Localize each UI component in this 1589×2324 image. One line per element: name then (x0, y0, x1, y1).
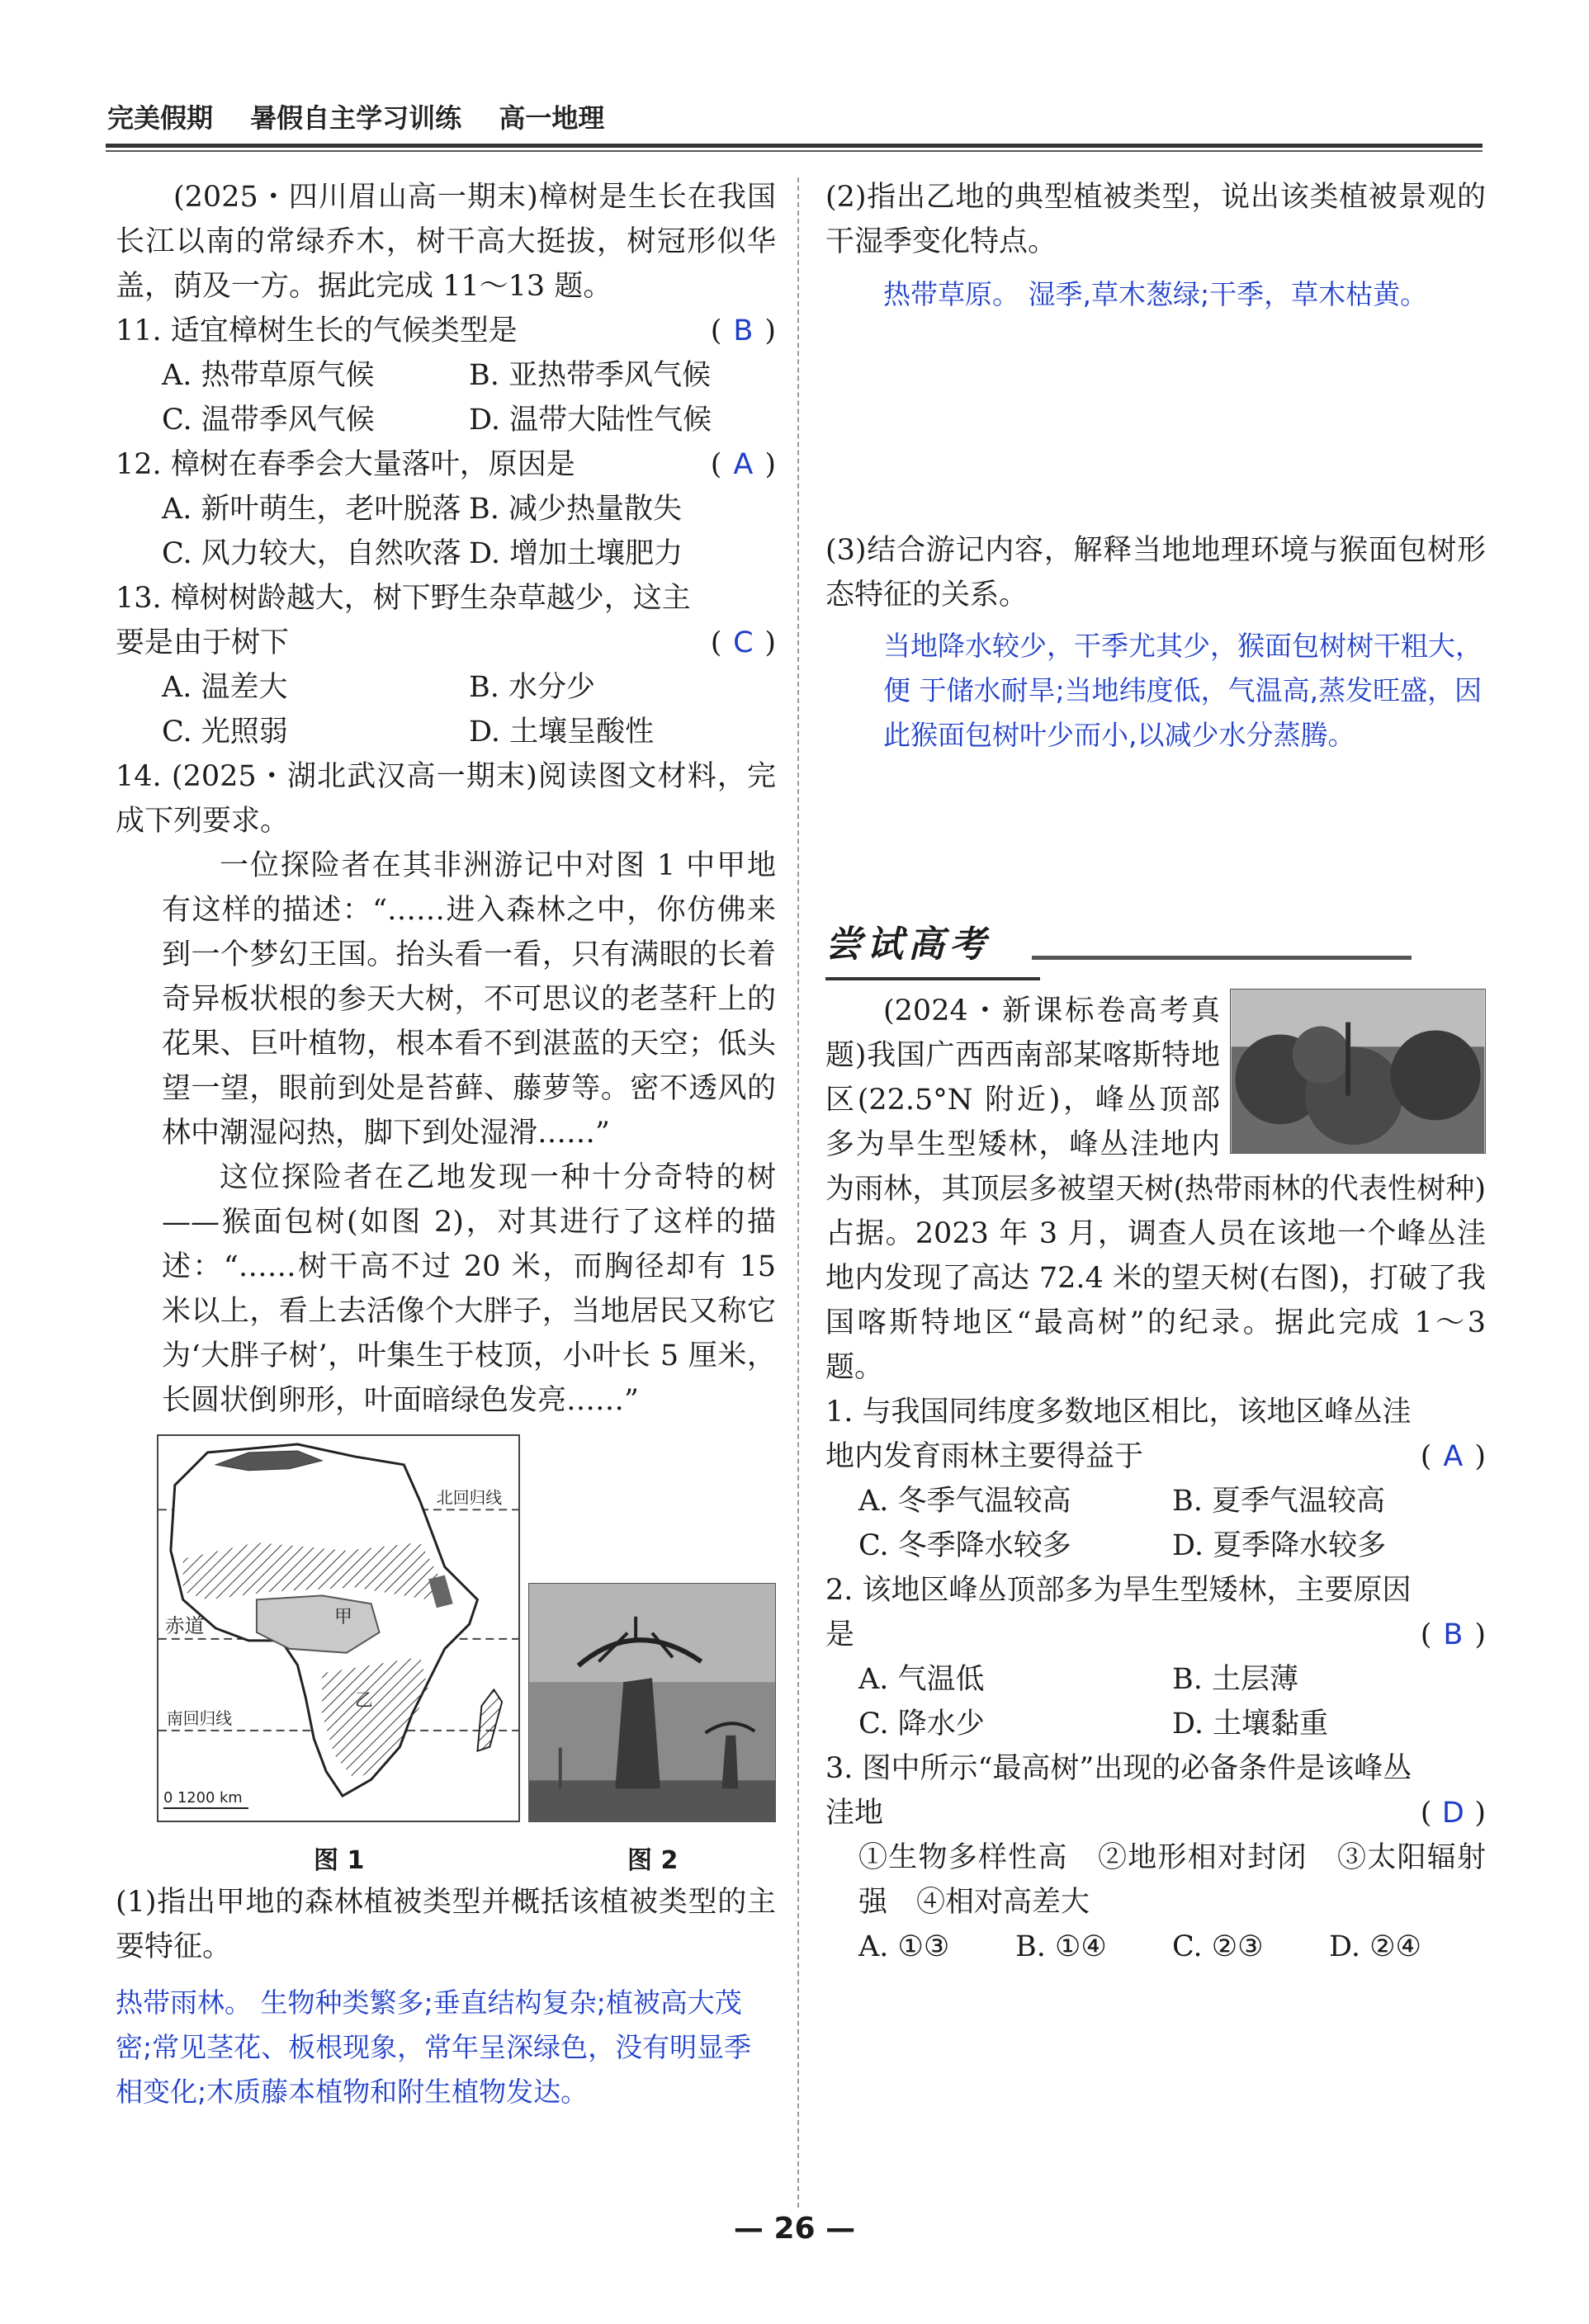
q11-stem: 11. 适宜樟树生长的气候类型是 (116, 314, 518, 347)
q2-option-a: A. 气温低 (858, 1663, 985, 1696)
q12-stem: 12. 樟树在春季会大量落叶，原因是 (116, 448, 575, 481)
q3-option-d: D. ②④ (1329, 1930, 1421, 1963)
header-brand: 完美假期 (107, 102, 214, 134)
q12-option-b: B. 减少热量散失 (469, 493, 682, 526)
map-label-tropic-n: 北回归线 (436, 1488, 503, 1508)
header-rule-thin (106, 150, 1483, 152)
header-subject: 高一地理 (499, 102, 605, 134)
q14-intro: 14. (2025・湖北武汉高一期末)阅读图文材料，完成下列要求。 (116, 760, 776, 838)
q13-option-d: D. 土壤呈酸性 (469, 716, 655, 749)
wangtian-tree-photo (1230, 989, 1486, 1154)
section-title-underline (825, 977, 1040, 980)
q3-options (825, 1925, 1486, 1969)
q13-answer: C (733, 626, 754, 659)
left-column (116, 175, 776, 2114)
q12-option-a: A. 新叶萌生，老叶脱落 (162, 493, 461, 526)
q13-option-a: A. 温差大 (162, 671, 288, 704)
q11-options (116, 353, 776, 442)
q11-answer: B (733, 314, 754, 347)
section-title: 尝试高考 (825, 923, 991, 966)
q3-option-c: C. ②③ (1172, 1930, 1264, 1963)
q11-option-c: C. 温带季风气候 (162, 404, 375, 437)
q2-options (825, 1657, 1486, 1746)
sub-question-3-answer: 当地降水较少，干季尤其少，猴面包树树干粗大，便 于储水耐旱;当地纬度低，气温高,蒸发旺盛，因此猴面包树叶少而小,以减少水分蒸腾。 (883, 630, 1483, 751)
header-series: 暑假自主学习训练 (250, 102, 462, 134)
q2-option-c: C. 降水少 (858, 1708, 985, 1741)
q1-option-c: C. 冬季降水较多 (858, 1529, 1071, 1562)
q3-option-b: B. ①④ (1015, 1930, 1107, 1963)
page-header (107, 97, 632, 135)
q11-option-b: B. 亚热带季风气候 (469, 359, 711, 392)
map-label-tropic-s: 南回归线 (166, 1708, 233, 1728)
gaokao-intro: (2024・新课标卷高考真题)我国广西西南部某喀斯特地区(22.5°N 附近)，峰丛顶部多为旱生型矮林，峰丛洼地内为雨林，其顶层多被望天树(热带雨林的代表性树种)占据。2023 年 3 月，调查人员在该地一个峰丛洼地内发现了高达 72.4 米的望天树(右图)，打破了我国喀斯特地区“最高树”的纪录。据此完成 1～3 题。 (825, 994, 1486, 1384)
q2-stem: 2. 该地区峰丛顶部多为旱生型矮林，主要原因是 (825, 1574, 1412, 1651)
map-label-equator: 赤道 (164, 1613, 205, 1637)
q11-option-d: D. 温带大陆性气候 (469, 404, 712, 437)
header-rule (106, 144, 1483, 148)
page-number: — 26 — (733, 2212, 856, 2246)
madagascar (477, 1689, 502, 1750)
passage-2: 这位探险者在乙地发现一种十分奇特的树——猴面包树(如图 2)，对其进行了这样的描述：“……树干高不过 20 米，而胸径却有 15 米以上，看上去活像个大胖子，当地居民又称它为‘大胖子树’，叶集生于枝顶，小叶长 5 厘米，长圆状倒卵形，叶面暗绿色发亮……” (162, 1161, 776, 1417)
sub-question-2-answer: 热带草原。 湿季,草木葱绿;干季，草木枯黄。 (883, 278, 1428, 310)
africa-map (157, 1434, 520, 1822)
figure-1-caption: 图 1 (314, 1846, 365, 1875)
q11-13-intro: (2025・四川眉山高一期末)樟树是生长在我国长江以南的常绿乔木，树干高大挺拔，树冠形似华盖，荫及一方。据此完成 11～13 题。 (116, 181, 776, 303)
q1-option-b: B. 夏季气温较高 (1172, 1485, 1385, 1518)
q2-option-b: B. 土层薄 (1172, 1663, 1298, 1696)
q11: 11. 适宜樟树生长的气候类型是 ( B ) (116, 309, 776, 353)
q1-stem: 1. 与我国同纬度多数地区相比，该地区峰丛洼地内发育雨林主要得益于 (825, 1396, 1412, 1473)
q12-options (116, 487, 776, 576)
q2: 2. 该地区峰丛顶部多为旱生型矮林，主要原因是 ( B ) (825, 1568, 1486, 1657)
q12: 12. 樟树在春季会大量落叶，原因是 ( A ) (116, 442, 776, 487)
map-label-yi: 乙 (354, 1690, 373, 1712)
q1: 1. 与我国同纬度多数地区相比，该地区峰丛洼地内发育雨林主要得益于 ( A ) (825, 1390, 1486, 1479)
q13-option-b: B. 水分少 (469, 671, 595, 704)
map-scale: 0 1200 km (163, 1789, 243, 1807)
q1-option-a: A. 冬季气温较高 (858, 1485, 1071, 1518)
q13-option-c: C. 光照弱 (162, 716, 288, 749)
map-label-jia: 甲 (334, 1607, 352, 1628)
q3-stem: 3. 图中所示“最高树”出现的必备条件是该峰丛洼地 (825, 1752, 1412, 1830)
sub-question-1: (1)指出甲地的森林植被类型并概括该植被类型的主要特征。 (116, 1886, 776, 1963)
figure-2-caption: 图 2 (627, 1846, 679, 1875)
q12-answer: A (733, 448, 754, 481)
q13: 13. 樟树树龄越大，树下野生杂草越少，这主要是由于树下 ( C ) (116, 576, 776, 665)
sub-question-3: (3)结合游记内容，解释当地地理环境与猴面包树形态特征的关系。 (825, 534, 1486, 612)
q3: 3. 图中所示“最高树”出现的必备条件是该峰丛洼地 ( D ) (825, 1746, 1486, 1835)
sub-question-1-answer: 热带雨林。 生物种类繁多;垂直结构复杂;植被高大茂密;常见茎花、板根现象，常年呈深绿色，没有明显季相变化;木质藤本植物和附生植物发达。 (116, 1986, 752, 2108)
q3-answer: D (1441, 1797, 1464, 1830)
q13-options (116, 665, 776, 754)
section-title-line (1032, 956, 1412, 960)
q3-option-a: A. ①③ (858, 1930, 950, 1963)
sub-question-2: (2)指出乙地的典型植被类型，说出该类植被景观的干湿季变化特点。 (825, 181, 1486, 258)
q1-options (825, 1479, 1486, 1568)
q11-option-a: A. 热带草原气候 (162, 359, 375, 392)
q12-option-d: D. 增加土壤肥力 (469, 537, 683, 570)
q13-stem: 13. 樟树树龄越大，树下野生杂草越少，这主要是由于树下 (116, 582, 691, 659)
right-column (825, 175, 1486, 1969)
passage-1: 一位探险者在其非洲游记中对图 1 中甲地有这样的描述：“……进入森林之中，你仿佛来到一个梦幻王国。抬头看一看，只有满眼的长着奇异板状根的参天大树，不可思议的老茎秆上的花果、巨叶植物，根本看不到湛蓝的天空；低头望一望，眼前到处是苔藓、藤萝等。密不透风的林中潮湿闷热，脚下到处湿滑……” (162, 849, 776, 1150)
baobab-photo (528, 1583, 776, 1822)
q12-option-c: C. 风力较大，自然吹落 (162, 537, 461, 570)
q1-answer: A (1443, 1440, 1464, 1473)
figures (116, 1434, 776, 1880)
section-title-block (825, 923, 1486, 989)
q2-option-d: D. 土壤黏重 (1172, 1708, 1329, 1741)
q3-conditions: ①生物多样性高 ②地形相对封闭 ③太阳辐射强 ④相对高差大 (858, 1841, 1486, 1919)
q1-option-d: D. 夏季降水较多 (1172, 1529, 1387, 1562)
rainforest-area-jia (257, 1595, 380, 1652)
column-divider (797, 177, 799, 2208)
q2-answer: B (1443, 1618, 1464, 1651)
